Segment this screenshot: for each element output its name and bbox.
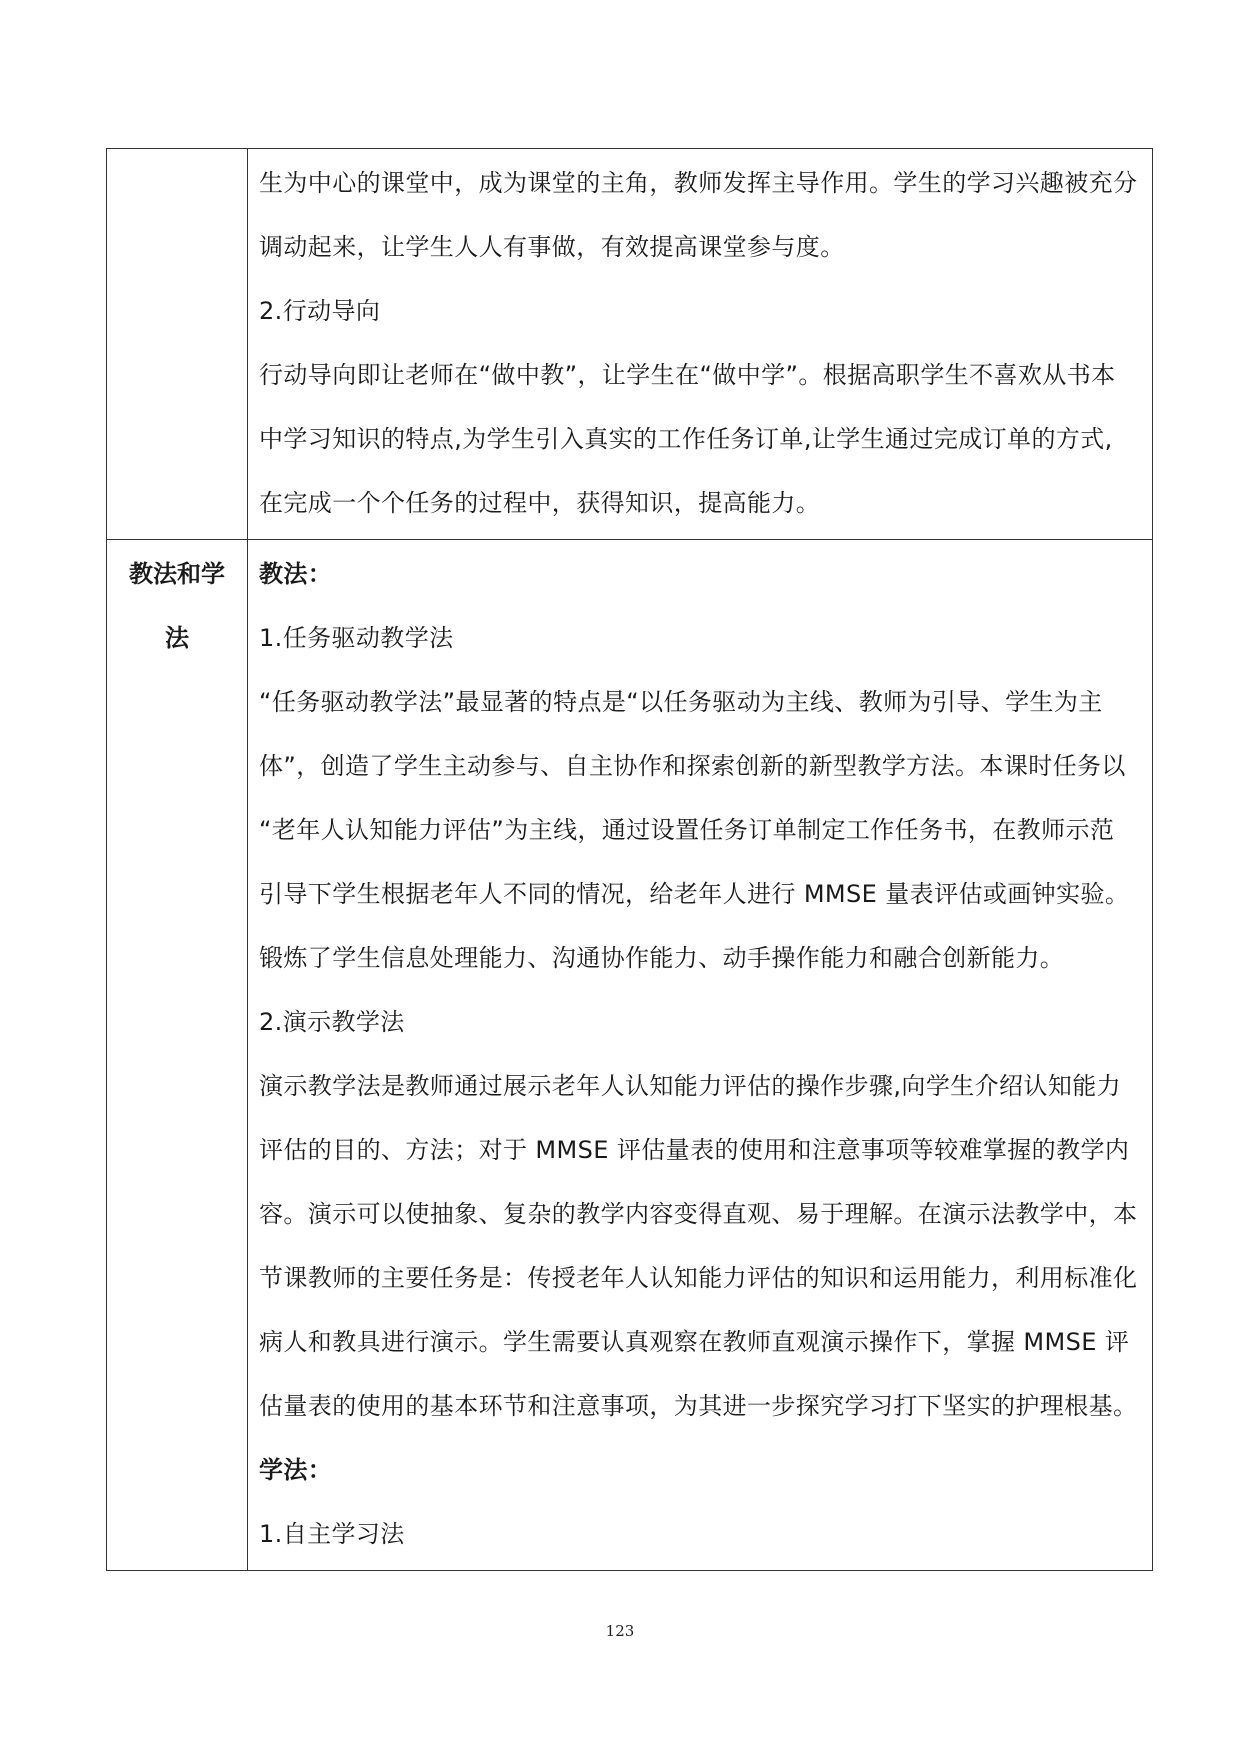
paragraph-line: “老年人认知能力评估”为主线，通过设置任务订单制定工作任务书，在教师示范 xyxy=(259,816,1115,844)
paragraph-line: 1.自主学习法 xyxy=(259,1520,405,1548)
row-label-text: 教法和学 xyxy=(129,560,225,588)
paragraph-line: 锻炼了学生信息处理能力、沟通协作能力、动手操作能力和融合创新能力。 xyxy=(259,944,1065,972)
paragraph-line: 引导下学生根据老年人不同的情况，给老年人进行 MMSE 量表评估或画钟实验。 xyxy=(259,880,1130,908)
document-table xyxy=(106,148,1153,1571)
paragraph-line: 2.行动导向 xyxy=(259,297,381,325)
paragraph-line: 估量表的使用的基本环节和注意事项，为其进一步探究学习打下坚实的护理根基。 xyxy=(259,1392,1138,1420)
paragraph-line: 调动起来，让学生人人有事做，有效提高课堂参与度。 xyxy=(259,233,845,261)
row-label-cell xyxy=(107,540,248,1571)
paragraph-line: 2.演示教学法 xyxy=(259,1008,405,1036)
paragraph-line: 生为中心的课堂中，成为课堂的主角，教师发挥主导作用。学生的学习兴趣被充分 xyxy=(259,169,1138,197)
row-content-cell xyxy=(248,149,1153,540)
table-row xyxy=(107,540,1153,1571)
paragraph-line: 病人和教具进行演示。学生需要认真观察在教师直观演示操作下，掌握 MMSE 评 xyxy=(259,1328,1130,1356)
row-label-cell xyxy=(107,149,248,540)
paragraph-line: 演示教学法是教师通过展示老年人认知能力评估的操作步骤,向学生介绍认知能力 xyxy=(259,1072,1122,1100)
paragraph-line: 容。演示可以使抽象、复杂的教学内容变得直观、易于理解。在演示法教学中，本 xyxy=(259,1200,1138,1228)
table-row xyxy=(107,149,1153,540)
paragraph-line: 体”，创造了学生主动参与、自主协作和探索创新的新型教学方法。本课时任务以 xyxy=(259,752,1126,780)
row-content-cell xyxy=(248,540,1153,1571)
paragraph-line: 评估的目的、方法；对于 MMSE 评估量表的使用和注意事项等较难掌握的教学内 xyxy=(259,1136,1130,1164)
paragraph-line: 学法： xyxy=(259,1456,333,1484)
row-label-text: 法 xyxy=(165,624,189,652)
paragraph-line: 教法： xyxy=(259,560,333,588)
paragraph-line: “任务驱动教学法”最显著的特点是“以任务驱动为主线、教师为引导、学生为主 xyxy=(259,688,1103,716)
paragraph-line: 1.任务驱动教学法 xyxy=(259,624,454,652)
page-number: 123 xyxy=(605,1622,635,1640)
paragraph-line: 中学习知识的特点,为学生引入真实的工作任务订单,让学生通过完成订单的方式, xyxy=(259,425,1113,453)
paragraph-line: 行动导向即让老师在“做中教”，让学生在“做中学”。根据高职学生不喜欢从书本 xyxy=(259,361,1116,389)
paragraph-line: 在完成一个个任务的过程中，获得知识，提高能力。 xyxy=(259,489,821,517)
paragraph-line: 节课教师的主要任务是：传授老年人认知能力评估的知识和运用能力，利用标准化 xyxy=(259,1264,1138,1292)
